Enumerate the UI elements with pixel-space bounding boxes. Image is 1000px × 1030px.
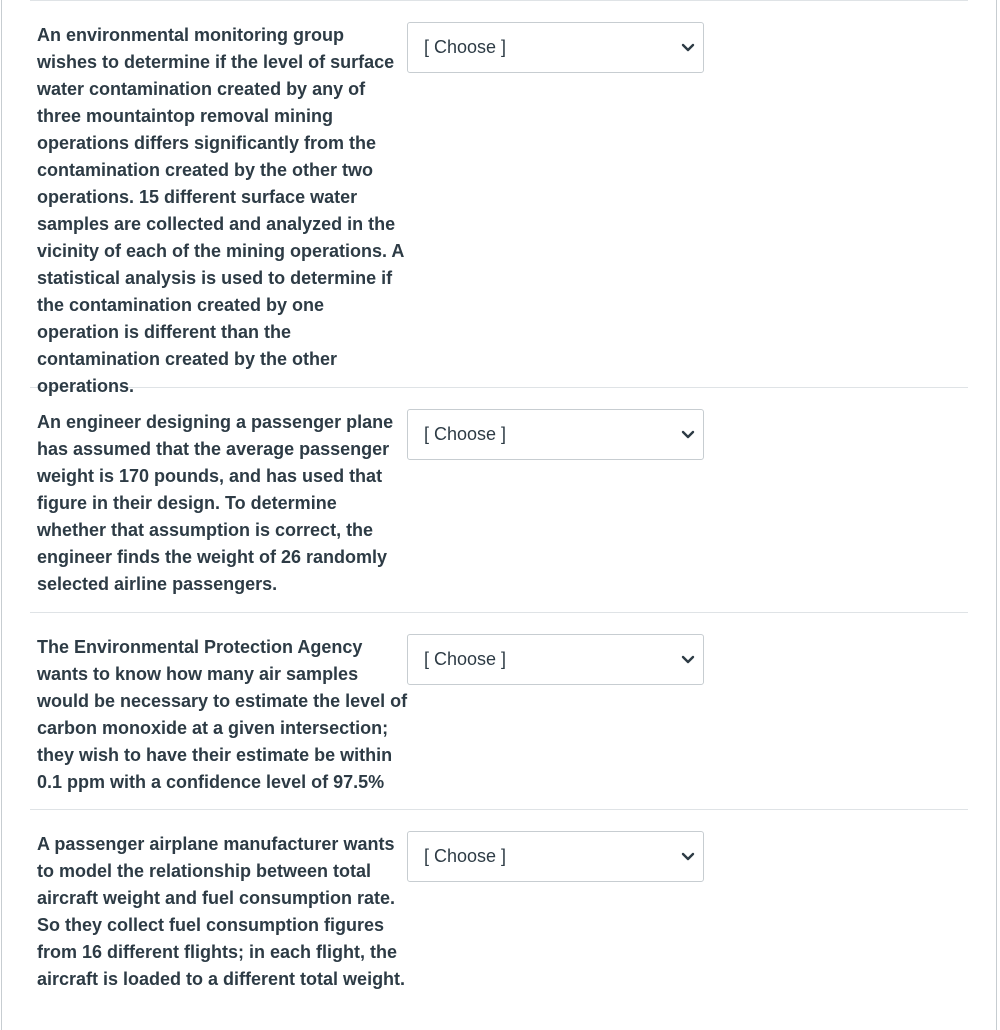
chevron-down-icon xyxy=(681,429,695,441)
chevron-down-icon xyxy=(681,851,695,863)
select-value-3: [ Choose ] xyxy=(424,649,507,669)
answer-select-2[interactable] xyxy=(407,409,704,460)
matching-row-4 xyxy=(30,810,968,1024)
select-value-2: [ Choose ] xyxy=(424,424,507,444)
question-prompt-4: A passenger airplane manufacturer wants to model the relationship between total aircraft weight and fuel consumption rate. So they collect fuel consumption figures from 16 different flights; in each flight, the aircraft is loaded to a different total weight. xyxy=(37,834,406,989)
select-value-4: [ Choose ] xyxy=(424,846,507,866)
answer-select-4[interactable] xyxy=(407,831,704,882)
answer-select-3[interactable] xyxy=(407,634,704,685)
question-prompt-2: An engineer designing a passenger plane has assumed that the average passenger weight is 170 pounds, and has used that figure in their design. To determine whether that assumption is correct, the engineer finds the weight of 26 randomly selected airline passengers. xyxy=(37,412,394,594)
answer-select-1[interactable] xyxy=(407,22,704,73)
question-prompt-1: An environmental monitoring group wishes to determine if the level of surface water contamination created by any of three mountaintop removal mining operations differs significantly from the contamination created by the other two operations. 15 different surface water samples are collected and analyzed in the vicinity of each of the mining operations. A statistical analysis is used to determine if the contamination created by one operation is different than the contamination created by the other operations. xyxy=(37,25,404,396)
matching-row-2 xyxy=(30,388,968,613)
question-prompt-3: The Environmental Protection Agency wants to know how many air samples would be necessary to estimate the level of carbon monoxide at a given intersection; they wish to have their estimate be within 0.1 ppm with a confidence level of 97.5% xyxy=(37,637,408,792)
chevron-down-icon xyxy=(681,654,695,666)
chevron-down-icon xyxy=(681,42,695,54)
matching-row-1 xyxy=(30,1,968,396)
select-value-1: [ Choose ] xyxy=(424,37,507,57)
matching-row-3 xyxy=(30,613,968,810)
